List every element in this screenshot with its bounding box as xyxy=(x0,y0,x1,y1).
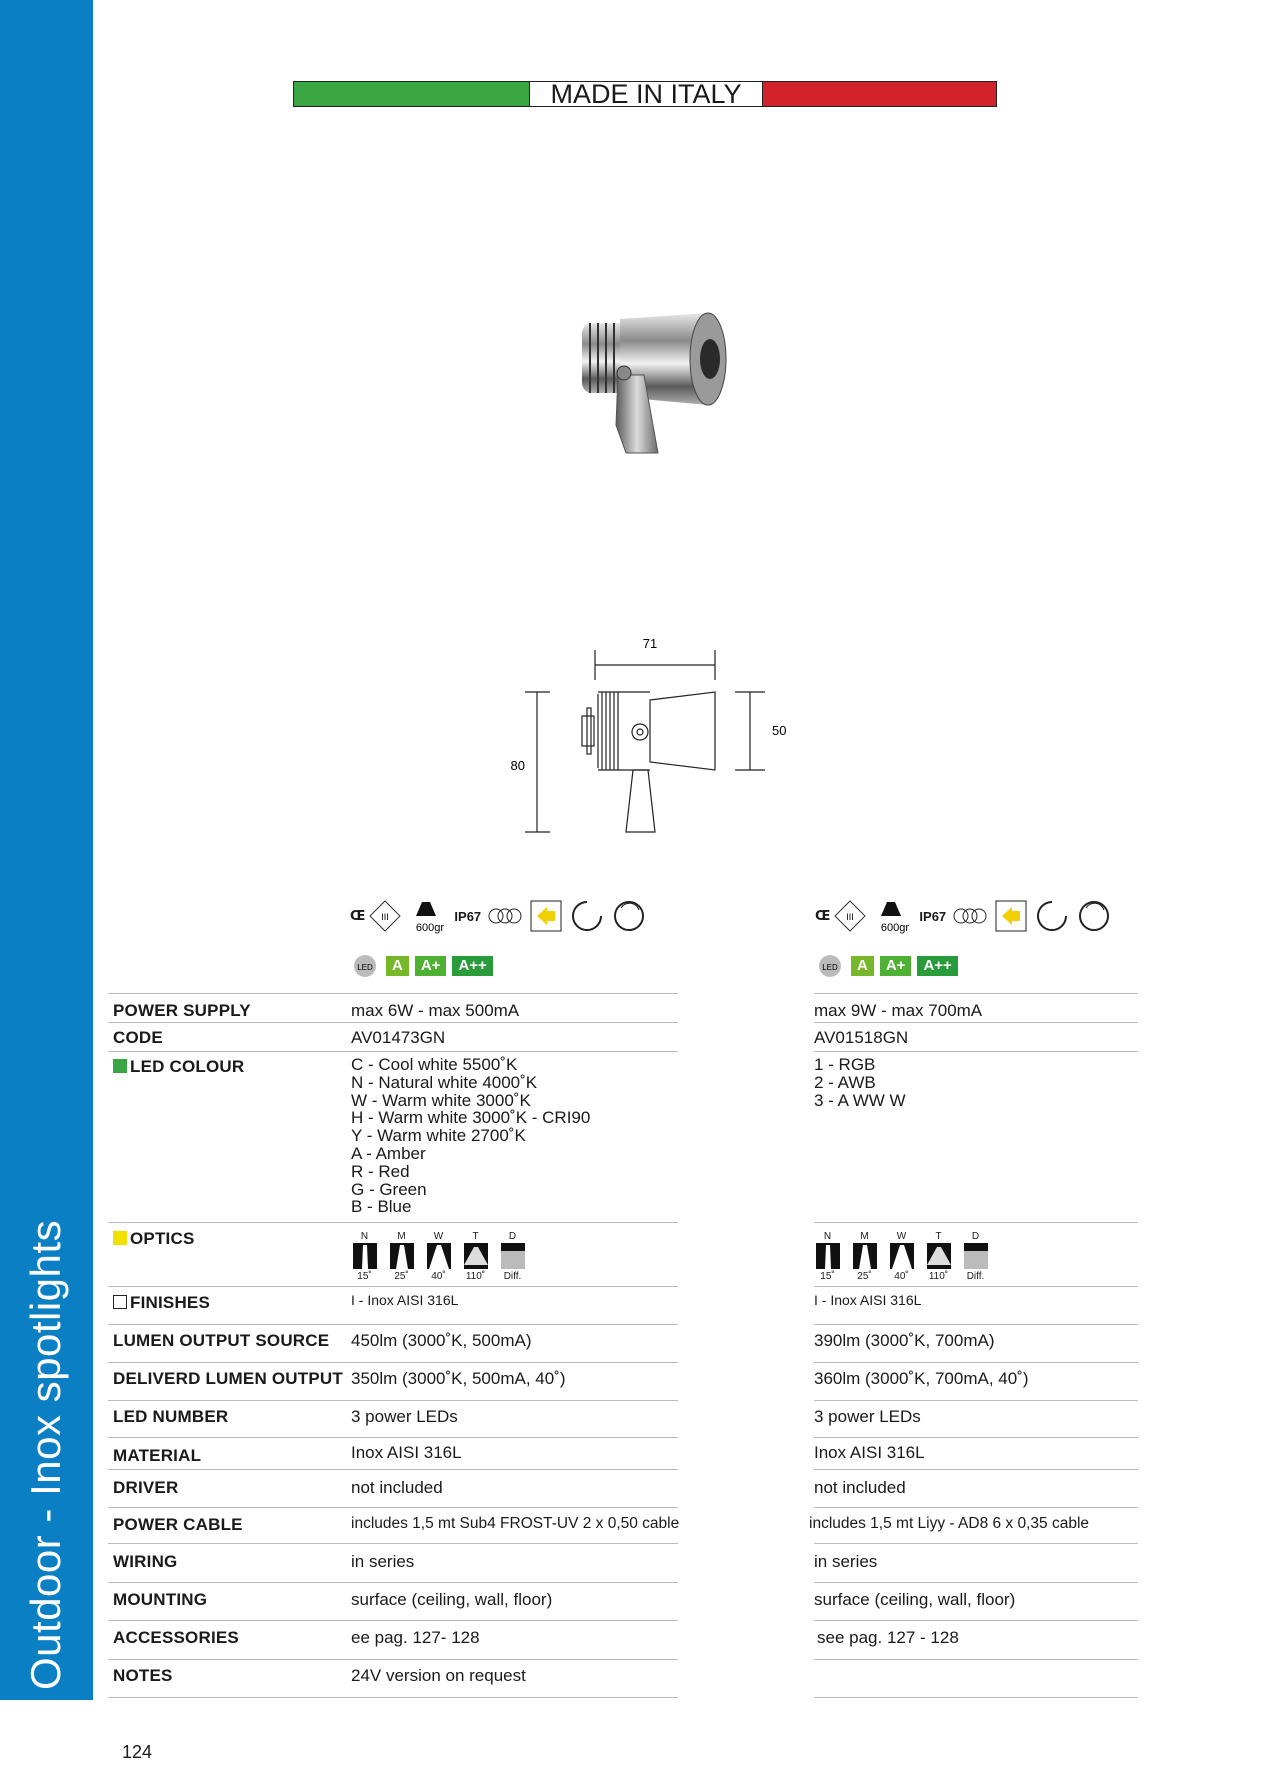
banner-text: MADE IN ITALY xyxy=(529,82,763,106)
certifications-col1 xyxy=(350,898,647,934)
flag-green-band xyxy=(294,82,529,106)
energy-a-plus-plus: A++ xyxy=(452,956,492,976)
svg-text:600gr: 600gr xyxy=(881,922,910,934)
row-value-1: Inox AISI 316L xyxy=(351,1443,462,1462)
row-value-2: I - Inox AISI 316L xyxy=(814,1292,922,1308)
class-iii-icon xyxy=(833,899,867,933)
energy-a-plus: A+ xyxy=(415,956,447,976)
row-label: FINISHES xyxy=(113,1293,210,1313)
dim-head-height: 50 xyxy=(772,723,787,738)
row-value-1: not included xyxy=(351,1478,443,1497)
row-value-1: 3 power LEDs xyxy=(351,1407,458,1426)
tilt-icon xyxy=(1076,898,1112,934)
ip-rating: IP67 xyxy=(454,908,482,924)
optics-icons-1 xyxy=(351,1231,526,1282)
row-value-1: 350lm (3000˚K, 500mA, 40˚) xyxy=(351,1369,566,1388)
optic-wide: W 40˚ xyxy=(888,1231,915,1282)
row-label: DELIVERD LUMEN OUTPUT xyxy=(113,1369,343,1388)
row-value-2: AV01518GN xyxy=(814,1028,909,1047)
row-value-1: 450lm (3000˚K, 500mA) xyxy=(351,1331,532,1350)
row-value-2: not included xyxy=(814,1478,906,1497)
row-label: LED COLOUR xyxy=(113,1057,244,1077)
energy-class-col1 xyxy=(350,953,493,979)
dim-total-height: 80 xyxy=(510,758,525,773)
optic-wide: W 40˚ xyxy=(425,1231,452,1282)
row-value-1: in series xyxy=(351,1552,415,1571)
row-label: DRIVER xyxy=(113,1478,179,1497)
class-iii-icon xyxy=(368,899,402,933)
optic-medium: M 25˚ xyxy=(851,1231,878,1282)
svg-text:III: III xyxy=(846,912,855,922)
rotation-icon xyxy=(569,898,605,934)
certifications-col2 xyxy=(815,898,1112,934)
flag-red-band xyxy=(763,82,996,106)
row-label: OPTICS xyxy=(113,1229,195,1249)
weight-icon xyxy=(873,898,913,934)
led-arrow-icon xyxy=(529,899,563,933)
row-value-2: 360lm (3000˚K, 700mA, 40˚) xyxy=(814,1369,1029,1388)
row-value-2: surface (ceiling, wall, floor) xyxy=(814,1590,1016,1609)
energy-a: A xyxy=(386,956,409,976)
energy-a-plus: A+ xyxy=(880,956,912,976)
energy-a: A xyxy=(851,956,874,976)
optic-narrow: N 15˚ xyxy=(351,1231,378,1282)
row-value-2: 3 power LEDs xyxy=(814,1407,921,1426)
row-label: LUMEN OUTPUT SOURCE xyxy=(113,1331,330,1350)
optic-diffused: D Diff. xyxy=(962,1231,989,1282)
row-value-1: 24V version on request xyxy=(351,1666,526,1685)
row-label: WIRING xyxy=(113,1552,178,1571)
rings-icon xyxy=(952,905,988,927)
dim-width: 71 xyxy=(642,636,658,651)
optic-diffused: D Diff. xyxy=(499,1231,526,1282)
weight-icon xyxy=(408,898,448,934)
sidebar-band xyxy=(0,0,93,1700)
optic-tilted: T 110˚ xyxy=(462,1231,489,1282)
row-label: ACCESSORIES xyxy=(113,1628,239,1647)
green-square-icon xyxy=(113,1059,127,1073)
row-label: MATERIAL xyxy=(113,1446,202,1465)
row-value-2: in series xyxy=(814,1552,878,1571)
row-value-1: surface (ceiling, wall, floor) xyxy=(351,1590,553,1609)
led-colour-list-1: C - Cool white 5500˚K N - Natural white 4000˚K W - Warm white 3000˚K H - Warm white 3000˚K - CRI90 Y - Warm white 2700˚K A - Amber R - Red G - Green B - Blue xyxy=(351,1055,591,1217)
row-value-1: AV01473GN xyxy=(351,1028,446,1047)
row-label: CODE xyxy=(113,1028,163,1047)
rotation-icon xyxy=(1034,898,1070,934)
optic-medium: M 25˚ xyxy=(388,1231,415,1282)
svg-text:LED: LED xyxy=(822,963,838,972)
tilt-icon xyxy=(611,898,647,934)
yellow-square-icon xyxy=(113,1231,127,1245)
technical-drawing xyxy=(490,630,790,840)
row-value-1: max 6W - max 500mA xyxy=(351,1001,520,1020)
led-bulb-icon xyxy=(350,953,380,979)
ce-mark-icon: CE xyxy=(350,908,363,924)
rings-icon xyxy=(487,905,523,927)
row-value-2: max 9W - max 700mA xyxy=(814,1001,983,1020)
row-value-2: includes 1,5 mt Liyy - AD8 6 x 0,35 cable xyxy=(809,1515,1090,1532)
made-in-italy-banner xyxy=(293,78,997,109)
ce-mark-icon: CE xyxy=(815,908,828,924)
row-label: MOUNTING xyxy=(113,1590,208,1609)
product-photo xyxy=(568,305,748,465)
section-title: Outdoor - Inox spotlights xyxy=(22,1219,69,1690)
optic-tilted: T 110˚ xyxy=(925,1231,952,1282)
page-number: 124 xyxy=(122,1742,153,1762)
row-value-2: 390lm (3000˚K, 700mA) xyxy=(814,1331,995,1350)
row-label: POWER SUPPLY xyxy=(113,1001,251,1020)
white-square-icon xyxy=(113,1295,127,1309)
row-value-2: see pag. 127 - 128 xyxy=(817,1628,959,1647)
row-label: LED NUMBER xyxy=(113,1407,229,1426)
optics-icons-2 xyxy=(814,1231,989,1282)
row-value-1: ee pag. 127- 128 xyxy=(351,1628,480,1647)
ip-rating: IP67 xyxy=(919,908,947,924)
svg-text:LED: LED xyxy=(357,963,373,972)
row-value-1: includes 1,5 mt Sub4 FROST-UV 2 x 0,50 cable xyxy=(351,1515,680,1532)
led-colour-list-2: 1 - RGB 2 - AWB 3 - A WW W xyxy=(814,1055,906,1110)
svg-text:III: III xyxy=(381,912,390,922)
led-bulb-icon xyxy=(815,953,845,979)
row-value-2: Inox AISI 316L xyxy=(814,1443,925,1462)
optic-narrow: N 15˚ xyxy=(814,1231,841,1282)
led-arrow-icon xyxy=(994,899,1028,933)
row-label: POWER CABLE xyxy=(113,1515,243,1534)
row-value-1: I - Inox AISI 316L xyxy=(351,1292,459,1308)
energy-a-plus-plus: A++ xyxy=(917,956,957,976)
svg-text:600gr: 600gr xyxy=(416,922,445,934)
row-label: NOTES xyxy=(113,1666,173,1685)
energy-class-col2 xyxy=(815,953,958,979)
